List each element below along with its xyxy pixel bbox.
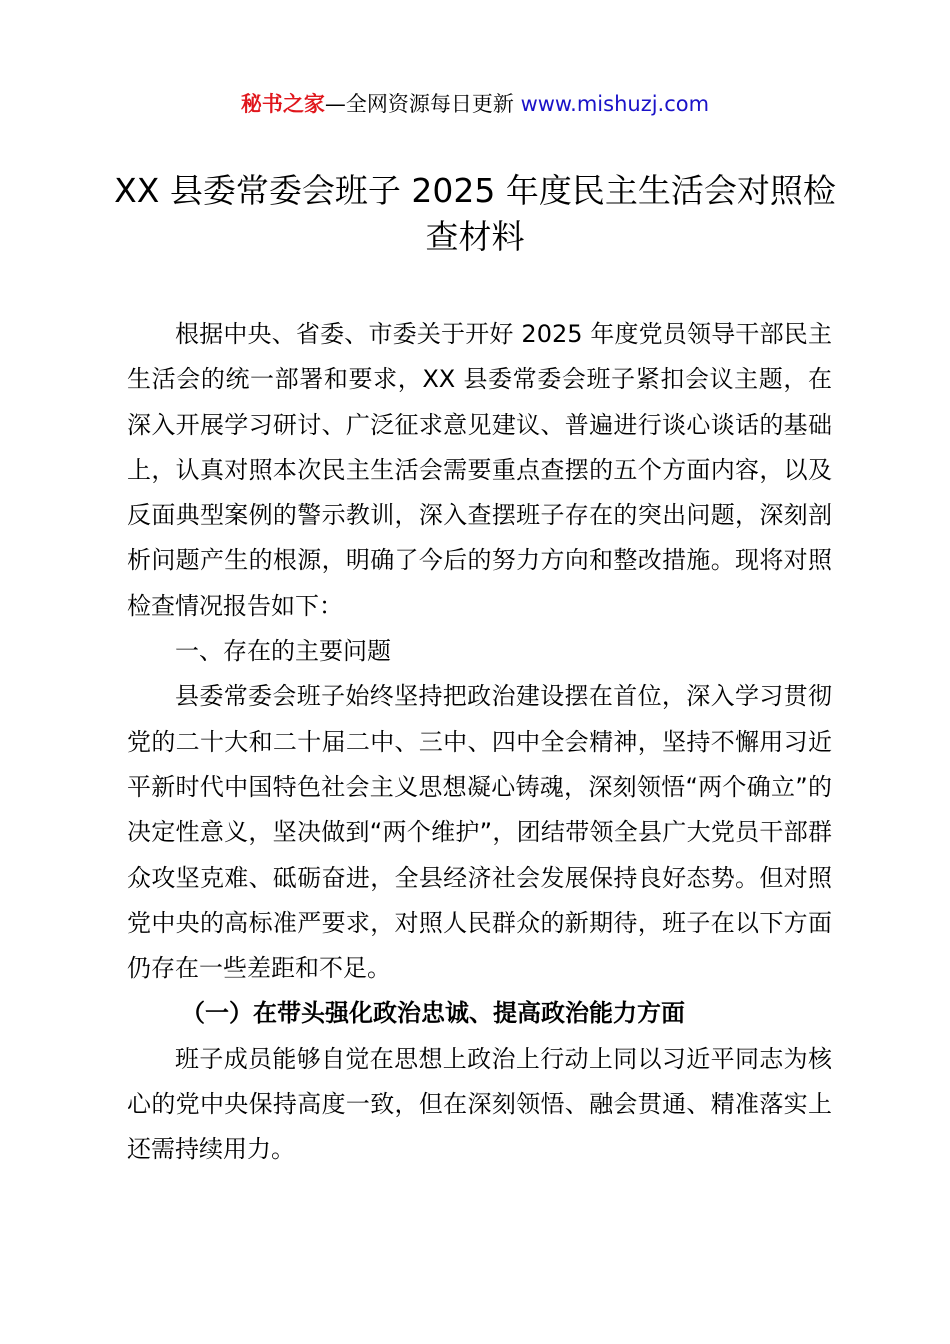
brand-name: 秘书之家 bbox=[240, 92, 325, 116]
section-heading: 一、存在的主要问题 bbox=[175, 637, 391, 666]
site-url-link[interactable]: www.mishuzj.com bbox=[520, 92, 710, 116]
body-paragraph: 班子成员能够自觉在思想上政治上行动上同以习近平同志为核心的党中央保持高度一致，但在深刻领悟、融会贯通、精准落实上还需持续用力。 bbox=[127, 1044, 832, 1164]
document-body bbox=[127, 312, 832, 1173]
intro-paragraph: 根据中央、省委、市委关于开好 2025 年度党员领导干部民主生活会的统一部署和要求，XX 县委常委会班子紧扣会议主题，在深入开展学习研讨、广泛征求意见建议、普遍进行谈心谈话的基础上，认真对照本次民主生活会需要重点查摆的五个方面内容，以及反面典型案例的警示教训，深入查摆班子存在的突出问题，深刻剖析问题产生的根源，明确了今后的努力方向和整改措施。现将对照检查情况报告如下： bbox=[127, 320, 832, 620]
subsection-heading: （一）在带头强化政治忠诚、提高政治能力方面 bbox=[181, 999, 685, 1028]
body-paragraph: 县委常委会班子始终坚持把政治建设摆在首位，深入学习贯彻党的二十大和二十届二中、三中、四中全会精神，坚持不懈用习近平新时代中国特色社会主义思想凝心铸魂，深刻领悟“两个确立”的决定性意义，坚决做到“两个维护”，团结带领全县广大党员干部群众攻坚克难、砥砺奋进，全县经济社会发展保持良好态势。但对照党中央的高标准严要求，对照人民群众的新期待，班子在以下方面仍存在一些差距和不足。 bbox=[127, 682, 832, 983]
header-tagline: —全网资源每日更新 bbox=[324, 92, 521, 116]
document-title: XX 县委常委会班子 2025 年度民主生活会对照检查材料 bbox=[114, 171, 836, 256]
site-header bbox=[0, 88, 950, 120]
